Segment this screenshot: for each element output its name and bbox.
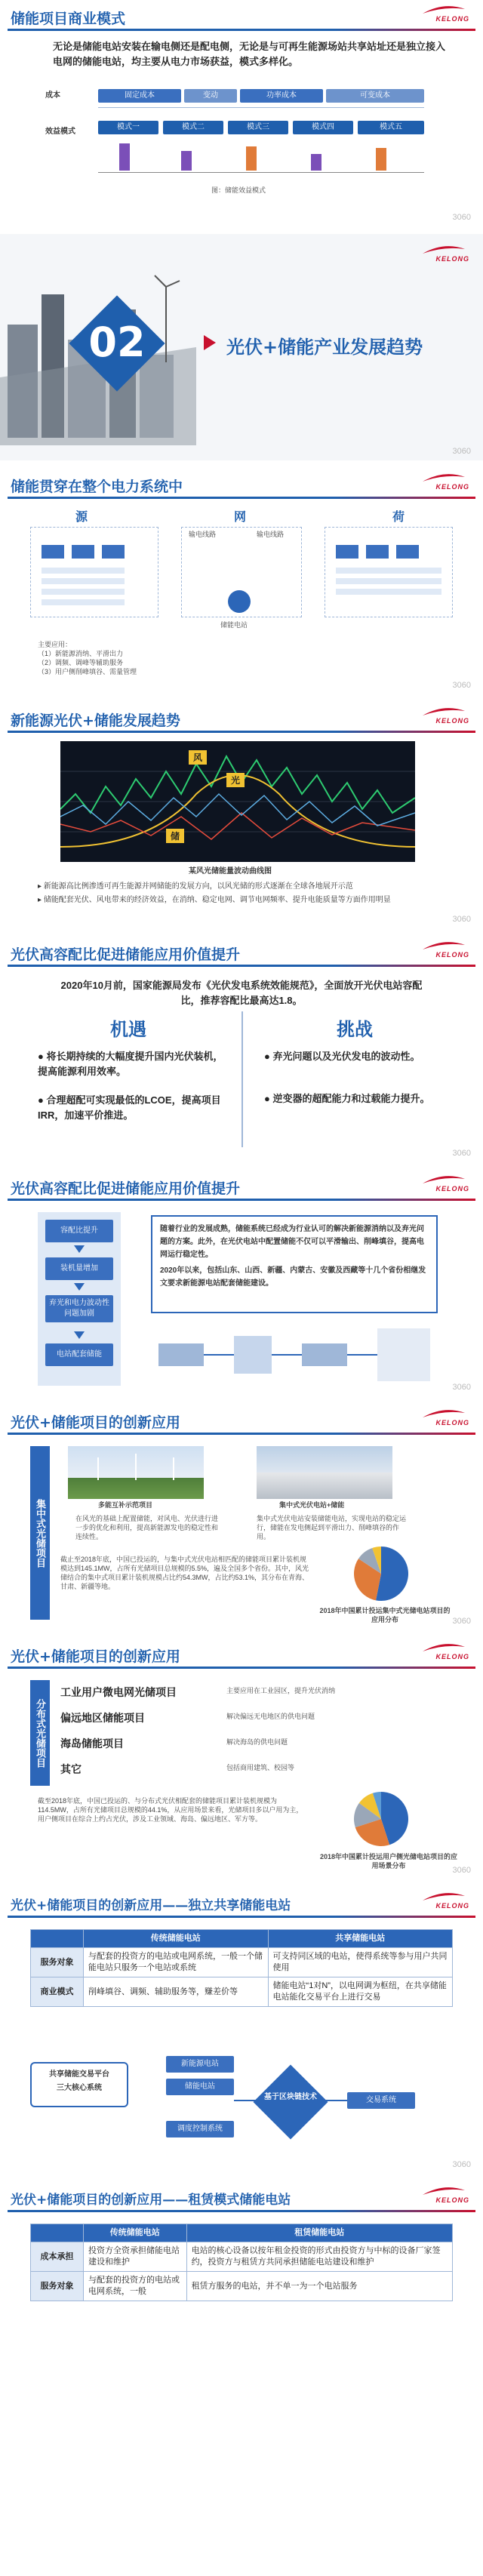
table-header-row <box>31 1930 453 1948</box>
model-bars <box>98 143 424 181</box>
model-diagram <box>45 83 438 196</box>
leasing-table <box>30 2224 453 2301</box>
down-arrow-icon <box>74 1331 85 1339</box>
diagram-caption: 图：储能效益模式 <box>211 186 266 194</box>
pie-caption: 2018年中国累计投运集中式光储电站项目的应用分布 <box>319 1607 451 1623</box>
blockchain-label: 基于区块链技术 <box>264 2093 317 2101</box>
blockchain-hub <box>254 2065 328 2140</box>
wind-turbine-icon <box>68 1446 204 1499</box>
logo-text: KELONG <box>435 1653 469 1660</box>
project-row <box>60 1731 453 1757</box>
chart-label-storage: 储 <box>166 829 184 843</box>
slide-title: 光伏+储能项目的创新应用——独立共享储能电站 <box>11 1898 291 1913</box>
logo-swoosh-icon <box>421 245 466 255</box>
logo-swoosh-icon <box>421 940 466 951</box>
opportunity-head: 机遇 <box>110 1020 146 1040</box>
kelong-logo <box>409 472 469 494</box>
slide-high-ratio-2 <box>0 1170 483 1396</box>
project-name: 工业用户微电网光储项目 <box>60 1686 177 1698</box>
logo-text: KELONG <box>435 483 469 491</box>
model-chip: 模式一 <box>98 121 158 134</box>
challenge-item: ● 逆变器的超配能力和过载能力提升。 <box>264 1093 430 1104</box>
transmission-label: 输电线路 <box>189 531 217 538</box>
table-row <box>31 1977 453 2007</box>
bullet-item: ▸ 新能源高比例渗透可再生能源并网储能的发展方向，以风光储的形式逐渐在全球各地展开示范 <box>38 882 353 891</box>
title-underline <box>8 1199 475 1201</box>
transmission-label: 输电线路 <box>257 531 285 538</box>
source-grid-load-diagram <box>30 507 453 636</box>
slide-title: 光伏+储能项目的创新应用 <box>11 1648 180 1665</box>
storage-station-icon <box>228 590 251 613</box>
kelong-logo <box>409 940 469 962</box>
chart-label-wind: 风 <box>189 750 207 765</box>
project-list <box>60 1680 453 1783</box>
slide-title: 新能源光伏+储能发展趋势 <box>11 712 180 729</box>
slide-header <box>0 702 483 734</box>
title-underline <box>8 965 475 967</box>
logo-swoosh-icon <box>421 1408 466 1419</box>
diagram-node: 交易系统 <box>347 2092 415 2109</box>
cost-row-label: 成本 <box>45 91 60 100</box>
watermark: 3060 <box>452 915 471 924</box>
bullet-text: 储能配套光伏、风电带来的经济效益，在消纳、稳定电网、调节电网频率、提升电能质量等方面作用明显 <box>43 896 391 904</box>
logo-swoosh-icon <box>421 706 466 717</box>
watermark: 3060 <box>452 1866 471 1875</box>
stat-text: 截止至2018年底，中国已投运的，与集中式光伏电站相匹配的储能项目累计装机规模达到145.1MW，占所有光储项目总规模的5.5%，遍及全国多个省份。其中，风光储结合的集中式项目累计装机规模占比约54.3MW，占比约53.1%，其分布在青海、甘肃、新疆等地。 <box>60 1556 309 1590</box>
table-cell: 与配套的投资方的电站或电网系统，一般一个储能电站只服务一个电站或系统 <box>84 1948 269 1977</box>
slide-business-model <box>0 0 483 226</box>
project-name: 其它 <box>60 1763 82 1775</box>
kelong-logo <box>409 245 469 266</box>
row-header: 商业模式 <box>31 1977 84 2007</box>
slide-header <box>0 2181 483 2213</box>
row-header: 成本承担 <box>31 2242 84 2272</box>
project-row <box>60 1680 453 1706</box>
table-row <box>31 1948 453 1977</box>
chart-label-solar: 光 <box>226 773 245 787</box>
project-desc: 解决偏远无电地区的供电问题 <box>226 1713 315 1720</box>
divider <box>242 1011 243 1147</box>
logo-text: KELONG <box>435 1902 469 1910</box>
down-arrow-icon <box>74 1245 85 1253</box>
note-line: （1）新能源消纳、平滑出力 <box>38 650 124 657</box>
desc-right: 集中式光伏电站安装储能电站，实现电站的稳定运行，储能在发电侧起到平滑出力、削峰填谷的作用。 <box>257 1515 407 1540</box>
slide-high-ratio <box>0 936 483 1162</box>
pv-storage-schematic <box>151 1321 445 1389</box>
col-load: 荷 <box>392 511 405 524</box>
title-underline <box>8 2210 475 2212</box>
row-header: 服务对象 <box>31 1948 84 1977</box>
desc-left: 在风光的基础上配置储能，对风电、光伏进行进一步的优化和利用，提高新能源发电的稳定性和连续性。 <box>75 1515 219 1540</box>
logo-swoosh-icon <box>421 5 466 15</box>
kelong-logo <box>409 2186 469 2207</box>
bullet-item: ▸ 储能配套光伏、风电带来的经济效益，在消纳、稳定电网、调节电网频率、提升电能质量等方面作用明显 <box>38 896 391 904</box>
slide-title: 光伏高容配比促进储能应用价值提升 <box>11 1180 241 1197</box>
kelong-logo <box>409 1174 469 1196</box>
slide-header <box>0 1170 483 1202</box>
watermark: 3060 <box>452 1149 471 1158</box>
slide-header <box>0 1638 483 1670</box>
policy-box <box>151 1215 438 1313</box>
side-panel <box>38 1212 121 1386</box>
diagram-node: 新能源电站 <box>166 2056 234 2073</box>
stat-text: 截至2018年底，中国已投运的、与分布式光伏相配套的储能项目累计装机规模为114.5MW，占所有光储项目总规模的44.1%，从应用场景来看，光储项目多以户用为主，用户侧项目在综合上约占光伏，涉及工业领域、海岛、偏远地区、军方等。 <box>38 1797 303 1823</box>
platform-label <box>30 2062 128 2107</box>
business-model-text: 无论是储能电站安装在输电侧还是配电侧，无论是与可再生能源场站共享站址还是独立接入电网的储能电站，均主要从电力市场获益，模式多样化。 <box>53 41 446 67</box>
platform-title: 共享储能交易平台 <box>49 2070 109 2079</box>
table-header-cell: 传统储能电站 <box>84 2224 187 2242</box>
table-header-row <box>31 2224 453 2242</box>
pie-caption: 2018年中国累计投运用户侧光储电站项目的应用场景分布 <box>319 1853 458 1870</box>
title-underline <box>8 497 475 499</box>
watermark: 3060 <box>452 2160 471 2169</box>
watermark: 3060 <box>452 1383 471 1392</box>
watermark: 3060 <box>452 1617 471 1626</box>
row-header: 服务对象 <box>31 2272 84 2301</box>
distributed-pie-chart <box>340 1789 423 1849</box>
logo-swoosh-icon <box>421 1891 466 1902</box>
slide-pv-storage-trend <box>0 702 483 928</box>
intro-text: 2020年10月前，国家能源局发布《光伏发电系统效能规范》，全面放开光伏电站容配比，推荐容配比最高达1.8。 <box>60 980 423 1006</box>
challenge-item: ● 弃光问题以及光伏发电的波动性。 <box>264 1051 420 1062</box>
slide-header <box>0 936 483 968</box>
logo-swoosh-icon <box>421 2186 466 2196</box>
project-desc: 解决海岛的供电问题 <box>226 1738 288 1746</box>
kelong-logo <box>409 1408 469 1430</box>
note-line: （3）用户侧削峰填谷、需量管理 <box>38 668 137 676</box>
storage-label: 储能电站 <box>220 621 248 629</box>
table-cell: 可支持同区域的电站，使得系统等参与用户共同使用 <box>268 1948 452 1977</box>
title-underline <box>8 1433 475 1435</box>
slide-header <box>0 0 483 32</box>
photo-caption: 多能互补示范项目 <box>98 1501 153 1509</box>
col-grid: 网 <box>234 511 247 524</box>
table-cell: 电站的核心设备以按年租金投资的形式由投资方与中标的设备厂家签约，投资方与租赁方共同承担储能电站建设和维护 <box>186 2242 452 2272</box>
slide-title: 光伏高容配比促进储能应用价值提升 <box>11 946 241 963</box>
slide-header <box>0 468 483 500</box>
title-underline <box>8 29 475 31</box>
slide-centralized-pv <box>0 1404 483 1630</box>
table-cell: 削峰填谷、调频、辅助服务等，赚差价等 <box>84 1977 269 2007</box>
title-underline <box>8 731 475 733</box>
comparison-table <box>30 1929 453 2007</box>
core-title: 三大核心系统 <box>57 2084 102 2092</box>
opportunity-item: ● 将长期持续的大幅度提升国内光伏装机，提高能源利用效率。 <box>38 1051 223 1077</box>
slide-header <box>0 1887 483 1919</box>
table-row <box>31 2272 453 2301</box>
photo-multi-energy <box>68 1446 204 1499</box>
slide-title: 储能项目商业模式 <box>11 11 126 27</box>
table-row <box>31 2242 453 2272</box>
kelong-logo <box>409 5 469 26</box>
challenge-head: 挑战 <box>337 1020 373 1040</box>
chart-caption: 某风光储能量波动曲线图 <box>189 867 272 876</box>
model-row-label: 效益模式 <box>45 128 75 136</box>
logo-text: KELONG <box>435 255 469 263</box>
model-chip: 模式四 <box>293 121 353 134</box>
centralized-pie-chart <box>340 1543 423 1604</box>
slide-shared-storage <box>0 1887 483 2174</box>
diagram-node: 储能电站 <box>166 2079 234 2095</box>
logo-text: KELONG <box>435 1419 469 1426</box>
watermark: 3060 <box>452 681 471 690</box>
note-line: （2）调频、调峰等辅助服务 <box>38 659 124 666</box>
policy-text-2: 2020年以来，包括山东、山西、新疆、内蒙古、安徽及西藏等十几个省份相继发文要求新能源电站配套储能建设。 <box>160 1266 426 1288</box>
table-header-cell: 传统储能电站 <box>84 1930 269 1948</box>
logo-text: KELONG <box>435 1185 469 1193</box>
table-cell: 储能电站“1对N”，以电网调为枢纽，在共享储能电站能化交易平台上进行交易 <box>268 1977 452 2007</box>
kelong-logo <box>409 706 469 728</box>
note-line: 主要应用： <box>38 641 72 648</box>
slide-power-system <box>0 468 483 694</box>
table-header-cell: 共享储能电站 <box>268 1930 452 1948</box>
title-arrow-icon <box>204 335 216 350</box>
side-step: 容配比提升 <box>45 1220 113 1242</box>
application-notes <box>38 640 445 676</box>
project-row <box>60 1757 453 1783</box>
side-label: 分布式光储项目 <box>30 1680 50 1786</box>
slide-header <box>0 1404 483 1436</box>
model-chip: 模式二 <box>163 121 223 134</box>
shared-storage-diagram <box>151 2053 453 2159</box>
logo-swoosh-icon <box>421 1642 466 1653</box>
wind-solar-storage-chart <box>60 741 415 862</box>
bullet-text: 新能源高比例渗透可再生能源并网储能的发展方向，以风光储的形式逐渐在全球各地展开示范 <box>43 882 353 891</box>
section-number: 02 <box>88 319 146 366</box>
diagram-node: 调度控制系统 <box>166 2121 234 2137</box>
kelong-logo <box>409 1642 469 1663</box>
table-header-cell <box>31 2224 84 2242</box>
cost-chip: 固定成本 <box>98 89 181 103</box>
model-chip: 模式五 <box>358 121 424 134</box>
logo-text: KELONG <box>435 2196 469 2204</box>
challenge-list <box>264 1049 453 1106</box>
side-step: 电站配套储能 <box>45 1343 113 1366</box>
source-icons <box>38 537 151 613</box>
side-step: 装机量增加 <box>45 1257 113 1280</box>
logo-swoosh-icon <box>421 1174 466 1185</box>
load-icons <box>332 537 445 613</box>
trend-bullets <box>38 882 460 906</box>
project-name: 海岛储能项目 <box>60 1737 124 1750</box>
side-label: 集中式光储项目 <box>30 1446 50 1620</box>
kelong-logo <box>409 1891 469 1913</box>
logo-text: KELONG <box>435 15 469 23</box>
slide-title: 储能贯穿在整个电力系统中 <box>11 479 183 495</box>
model-chip: 模式三 <box>228 121 288 134</box>
project-desc: 包括商用建筑、校园等 <box>226 1764 295 1771</box>
watermark: 3060 <box>452 213 471 222</box>
col-source: 源 <box>75 511 88 524</box>
policy-text: 随着行业的发展成熟，储能系统已经成为行业认可的解决新能源消纳以及弃光问题的方案。此外，在光伏电站中配置储能不仅可以平滑输出、削峰填谷，提高电网运行稳定性。 <box>160 1225 424 1259</box>
table-header-cell: 租赁储能电站 <box>186 2224 452 2242</box>
table-cell: 投资方全资承担储能电站建设和维护 <box>84 2242 187 2272</box>
photo-central-pv <box>257 1446 392 1499</box>
watermark: 3060 <box>452 447 471 456</box>
opportunity-list <box>38 1049 226 1123</box>
table-header-cell <box>31 1930 84 1948</box>
title-underline <box>8 1916 475 1918</box>
cost-chip: 功率成本 <box>240 89 323 103</box>
section-title: 光伏+储能产业发展趋势 <box>226 337 423 358</box>
slide-title: 光伏+储能项目的创新应用——租赁模式储能电站 <box>11 2193 291 2208</box>
slide-title: 光伏+储能项目的创新应用 <box>11 1414 180 1431</box>
cost-chip: 可变成本 <box>326 89 424 103</box>
side-step: 弃光和电力波动性问题加剧 <box>45 1295 113 1322</box>
table-cell: 租赁方服务的电站，并不单一为一个电站服务 <box>186 2272 452 2301</box>
slide-section-cover <box>0 234 483 460</box>
slide-leasing-storage <box>0 2181 483 2576</box>
logo-text: KELONG <box>435 951 469 959</box>
down-arrow-icon <box>74 1283 85 1291</box>
logo-text: KELONG <box>435 717 469 725</box>
slide-distributed-pv <box>0 1638 483 1879</box>
table-cell: 与配套的投资方的电站或电网系统，一般 <box>84 2272 187 2301</box>
cost-chip: 变动 <box>184 89 237 103</box>
project-row <box>60 1706 453 1731</box>
title-underline <box>8 1667 475 1669</box>
logo-swoosh-icon <box>421 472 466 483</box>
photo-caption: 集中式光伏电站+储能 <box>279 1501 345 1509</box>
opportunity-item: ● 合理超配可实现最低的LCOE，提高项目IRR，加速平价推进。 <box>38 1094 221 1121</box>
project-name: 偏远地区储能项目 <box>60 1712 145 1724</box>
project-desc: 主要应用在工业园区，提升光伏消纳 <box>226 1687 336 1694</box>
